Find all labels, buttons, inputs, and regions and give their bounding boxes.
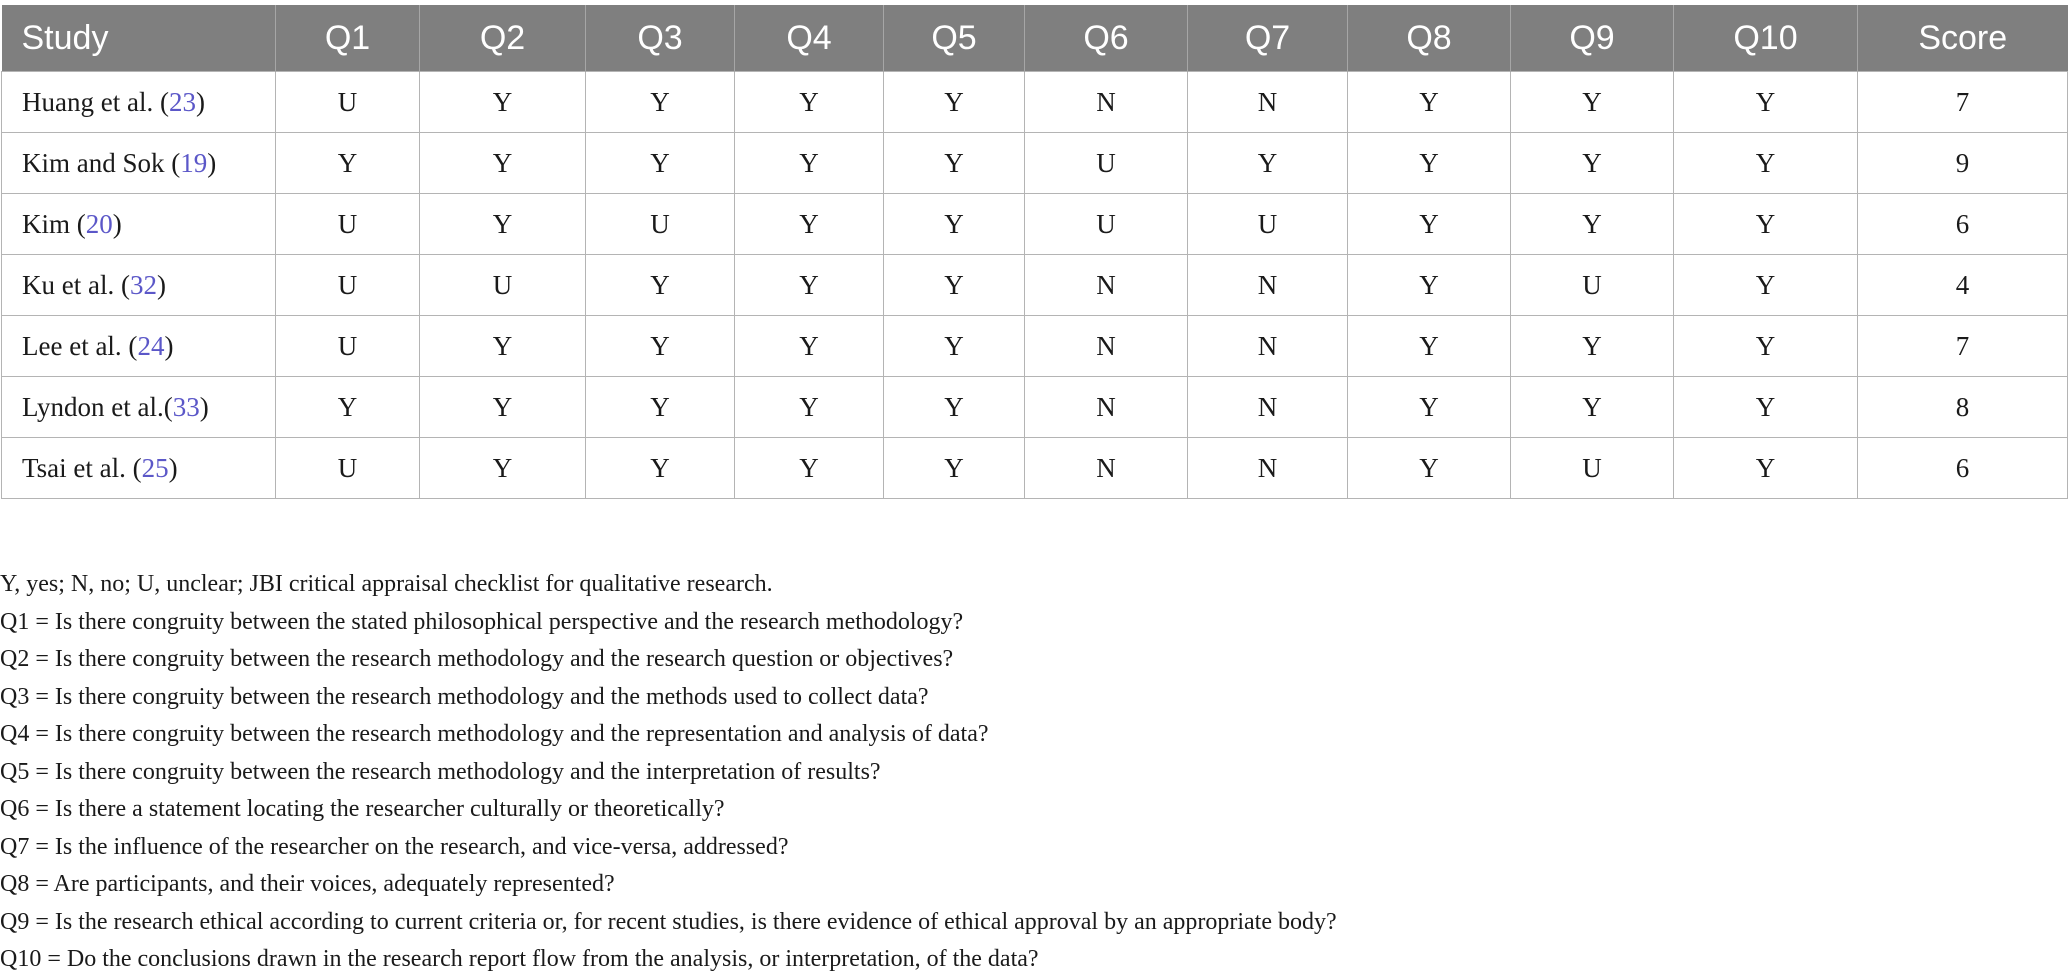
- table-row: [2, 194, 2068, 255]
- answer-cell-q9: Y: [1511, 133, 1674, 194]
- answer-cell-q3: Y: [586, 72, 735, 133]
- answer-cell-q5: Y: [884, 133, 1025, 194]
- answer-cell-q5: Y: [884, 72, 1025, 133]
- reference-close-paren: ): [207, 147, 217, 178]
- answer-cell-q3: Y: [586, 438, 735, 499]
- reference-link[interactable]: 32: [129, 269, 157, 300]
- answer-cell-q8: Y: [1348, 72, 1511, 133]
- study-cell: [2, 133, 276, 194]
- answer-cell-q1: Y: [276, 377, 420, 438]
- answer-cell-q8: Y: [1348, 438, 1511, 499]
- answer-cell-q1: U: [276, 72, 420, 133]
- answer-cell-q1: U: [276, 316, 420, 377]
- answer-cell-q7: Y: [1188, 133, 1348, 194]
- reference-link[interactable]: 20: [85, 208, 113, 239]
- question-definition: Q9 = Is the research ethical according to current criteria or, for recent studies, is there evidence of ethical approval by an appropriate body?: [0, 908, 1337, 935]
- study-cell: [2, 377, 276, 438]
- reference-close-paren: ): [164, 330, 174, 361]
- study-cell: [2, 72, 276, 133]
- answer-cell-q8: Y: [1348, 316, 1511, 377]
- answer-cell-q2: Y: [420, 194, 586, 255]
- question-definition: Q2 = Is there congruity between the research methodology and the research question or objectives?: [0, 646, 954, 672]
- answer-cell-q2: Y: [420, 133, 586, 194]
- answer-cell-q3: Y: [586, 377, 735, 438]
- reference-close-paren: ): [112, 208, 122, 239]
- answer-cell-q5: Y: [884, 316, 1025, 377]
- answer-cell-q10: Y: [1674, 194, 1858, 255]
- header-q2: Q2: [420, 5, 586, 72]
- answer-cell-q3: Y: [586, 133, 735, 194]
- question-definition: Q3 = Is there congruity between the research methodology and the methods used to collect data?: [0, 683, 929, 710]
- appraisal-table: [1, 5, 2068, 499]
- answer-cell-q8: Y: [1348, 133, 1511, 194]
- question-definition: Q6 = Is there a statement locating the researcher culturally or theoretically?: [0, 796, 725, 822]
- reference-link[interactable]: 33: [172, 391, 200, 422]
- table-footnotes: [0, 566, 2060, 979]
- header-q6: Q6: [1025, 5, 1188, 72]
- answer-cell-q2: Y: [420, 377, 586, 438]
- score-cell: 6: [1858, 438, 2068, 499]
- table-body: [2, 72, 2068, 499]
- answer-cell-q4: Y: [735, 316, 884, 377]
- answer-cell-q7: N: [1188, 316, 1348, 377]
- answer-cell-q10: Y: [1674, 438, 1858, 499]
- header-study: Study: [2, 5, 276, 72]
- study-name: Kim and Sok (: [22, 147, 181, 178]
- answer-cell-q6: N: [1025, 255, 1188, 316]
- answer-cell-q3: Y: [586, 316, 735, 377]
- answer-cell-q2: Y: [420, 438, 586, 499]
- study-cell: [2, 255, 276, 316]
- reference-close-paren: ): [195, 86, 205, 117]
- answer-cell-q4: Y: [735, 133, 884, 194]
- answer-cell-q8: Y: [1348, 377, 1511, 438]
- reference-close-paren: ): [199, 391, 209, 422]
- answer-cell-q7: U: [1188, 194, 1348, 255]
- score-cell: 8: [1858, 377, 2068, 438]
- answer-cell-q4: Y: [735, 438, 884, 499]
- answer-cell-q4: Y: [735, 72, 884, 133]
- answer-cell-q10: Y: [1674, 377, 1858, 438]
- header-q8: Q8: [1348, 5, 1511, 72]
- reference-link[interactable]: 23: [168, 86, 196, 117]
- reference-close-paren: ): [156, 269, 166, 300]
- answer-cell-q1: Y: [276, 133, 420, 194]
- study-name: Ku et al. (: [22, 269, 130, 300]
- answer-cell-q8: Y: [1348, 194, 1511, 255]
- answer-cell-q10: Y: [1674, 133, 1858, 194]
- answer-cell-q6: N: [1025, 316, 1188, 377]
- table-row: [2, 316, 2068, 377]
- header-q10: Q10: [1674, 5, 1858, 72]
- header-row: [2, 5, 2068, 72]
- header-score: Score: [1858, 5, 2068, 72]
- study-cell: [2, 316, 276, 377]
- header-q7: Q7: [1188, 5, 1348, 72]
- study-name: Lee et al. (: [22, 330, 138, 361]
- table-row: [2, 255, 2068, 316]
- answer-cell-q10: Y: [1674, 316, 1858, 377]
- answer-cell-q8: Y: [1348, 255, 1511, 316]
- answer-cell-q4: Y: [735, 255, 884, 316]
- table-row: [2, 377, 2068, 438]
- answer-cell-q1: U: [276, 194, 420, 255]
- abbreviation-note: Y, yes; N, no; U, unclear; JBI critical appraisal checklist for qualitative research.: [0, 571, 773, 597]
- answer-cell-q9: Y: [1511, 316, 1674, 377]
- answer-cell-q6: N: [1025, 377, 1188, 438]
- answer-cell-q1: U: [276, 438, 420, 499]
- answer-cell-q2: Y: [420, 72, 586, 133]
- answer-cell-q4: Y: [735, 194, 884, 255]
- answer-cell-q1: U: [276, 255, 420, 316]
- answer-cell-q2: U: [420, 255, 586, 316]
- answer-cell-q5: Y: [884, 377, 1025, 438]
- study-name: Huang et al. (: [22, 86, 169, 117]
- answer-cell-q3: Y: [586, 255, 735, 316]
- score-cell: 9: [1858, 133, 2068, 194]
- reference-close-paren: ): [168, 452, 178, 483]
- answer-cell-q5: Y: [884, 438, 1025, 499]
- score-cell: 6: [1858, 194, 2068, 255]
- reference-link[interactable]: 24: [137, 330, 165, 361]
- header-q9: Q9: [1511, 5, 1674, 72]
- table-header: [2, 5, 2068, 72]
- header-q1: Q1: [276, 5, 420, 72]
- table-row: [2, 438, 2068, 499]
- answer-cell-q7: N: [1188, 377, 1348, 438]
- answer-cell-q6: N: [1025, 72, 1188, 133]
- question-definition: Q10 = Do the conclusions drawn in the research report flow from the analysis, or interpretation, of the data?: [0, 946, 1039, 972]
- study-name: Tsai et al. (: [22, 452, 142, 483]
- answer-cell-q6: N: [1025, 438, 1188, 499]
- header-q5: Q5: [884, 5, 1025, 72]
- question-definition: Q4 = Is there congruity between the research methodology and the representation and analysis of data?: [0, 721, 989, 747]
- answer-cell-q3: U: [586, 194, 735, 255]
- study-cell: [2, 438, 276, 499]
- answer-cell-q5: Y: [884, 255, 1025, 316]
- question-definition: Q7 = Is the influence of the researcher on the research, and vice-versa, addressed?: [0, 833, 789, 860]
- header-q4: Q4: [735, 5, 884, 72]
- answer-cell-q5: Y: [884, 194, 1025, 255]
- answer-cell-q9: Y: [1511, 194, 1674, 255]
- question-definition: Q1 = Is there congruity between the stated philosophical perspective and the research methodology?: [0, 608, 964, 635]
- answer-cell-q10: Y: [1674, 72, 1858, 133]
- score-cell: 7: [1858, 316, 2068, 377]
- study-name: Kim (: [22, 208, 86, 239]
- score-cell: 7: [1858, 72, 2068, 133]
- table-row: [2, 133, 2068, 194]
- study-cell: [2, 194, 276, 255]
- reference-link[interactable]: 25: [141, 452, 169, 483]
- answer-cell-q7: N: [1188, 438, 1348, 499]
- reference-link[interactable]: 19: [180, 147, 208, 178]
- answer-cell-q9: U: [1511, 255, 1674, 316]
- answer-cell-q9: U: [1511, 438, 1674, 499]
- answer-cell-q9: Y: [1511, 377, 1674, 438]
- question-definition: Q5 = Is there congruity between the research methodology and the interpretation of results?: [0, 758, 881, 785]
- header-q3: Q3: [586, 5, 735, 72]
- answer-cell-q6: U: [1025, 194, 1188, 255]
- answer-cell-q7: N: [1188, 72, 1348, 133]
- study-name: Lyndon et al.(: [22, 391, 173, 422]
- answer-cell-q6: U: [1025, 133, 1188, 194]
- question-definition: Q8 = Are participants, and their voices, adequately represented?: [0, 871, 615, 897]
- answer-cell-q10: Y: [1674, 255, 1858, 316]
- answer-cell-q4: Y: [735, 377, 884, 438]
- answer-cell-q9: Y: [1511, 72, 1674, 133]
- table-row: [2, 72, 2068, 133]
- score-cell: 4: [1858, 255, 2068, 316]
- answer-cell-q2: Y: [420, 316, 586, 377]
- answer-cell-q7: N: [1188, 255, 1348, 316]
